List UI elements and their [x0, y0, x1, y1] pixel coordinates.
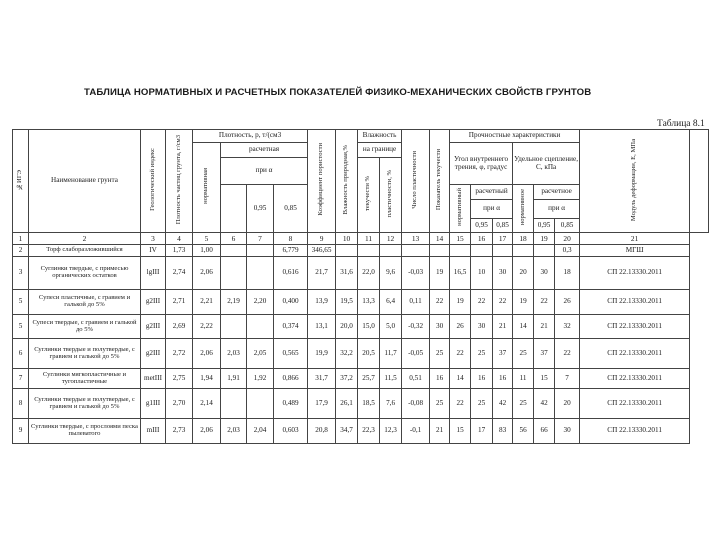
cell-c85: 66 [534, 419, 555, 444]
cell-name: Суглинки твердые и полутвердые, с гравием и галькой до 5% [29, 339, 141, 369]
page-title: ТАБЛИЦА НОРМАТИВНЫХ И РАСЧЕТНЫХ ПОКАЗАТЕЛЕЙ ФИЗИКО-МЕХАНИЧЕСКИХ СВОЙСТВ ГРУНТОВ [84, 87, 592, 98]
cell-ip: 7,6 [380, 389, 402, 419]
cell-ige: 5 [13, 315, 29, 339]
col-num: 8 [274, 233, 308, 245]
cell-phi95: 22 [450, 339, 471, 369]
cell-c85: 22 [534, 290, 555, 315]
cell-phi85: 16 [471, 369, 493, 389]
cell-c95: 11 [513, 369, 534, 389]
table-row [13, 369, 709, 389]
cell-r85 [247, 257, 274, 290]
col-num: 10 [336, 233, 358, 245]
col-num: 1 [13, 233, 29, 245]
cell-ip: 12,3 [380, 419, 402, 444]
hdr-density-at-a: при α [221, 158, 308, 185]
hdr-particle-density: Плотность частиц грунта, г/см3 [166, 130, 193, 233]
cell-modulus: 20 [555, 389, 580, 419]
cell-e: 0,603 [274, 419, 308, 444]
cell-cn [493, 245, 513, 257]
cell-c95: 25 [513, 389, 534, 419]
column-numbers-row [13, 233, 709, 245]
cell-phin: 16 [430, 369, 450, 389]
cell-c95: 25 [513, 339, 534, 369]
cell-index: g2III [141, 290, 166, 315]
cell-r85: 2,05 [247, 339, 274, 369]
col-num: 20 [555, 233, 580, 245]
cell-rn: 2,14 [193, 389, 221, 419]
cell-wl: 20,0 [336, 315, 358, 339]
hdr-fluidity: текучести % [358, 158, 380, 233]
cell-w: 31,7 [308, 369, 336, 389]
cell-wp: 20,5 [358, 339, 380, 369]
hdr-fluidity-index: Показатель текучести [430, 130, 450, 233]
cell-phi95: 26 [450, 315, 471, 339]
cell-c95: 14 [513, 315, 534, 339]
cell-ige: 9 [13, 419, 29, 444]
cell-name: Супеси пластичные, с гравием и галькой до 5% [29, 290, 141, 315]
cell-modulus: 30 [555, 419, 580, 444]
cell-phin: 22 [430, 290, 450, 315]
cell-r95: 1,91 [221, 369, 247, 389]
hdr-at-border: на границе [358, 143, 402, 158]
cell-ps: 2,71 [166, 290, 193, 315]
cell-rn: 2,22 [193, 315, 221, 339]
col-num: 4 [166, 233, 193, 245]
table-row [13, 315, 709, 339]
cell-c85: 37 [534, 339, 555, 369]
hdr-plasticity: пластичности, % [380, 158, 402, 233]
cell-ip: 9,6 [380, 257, 402, 290]
cell-modulus: 7 [555, 369, 580, 389]
cell-phi95 [450, 245, 471, 257]
col-num: 14 [430, 233, 450, 245]
col-num: 18 [513, 233, 534, 245]
cell-index: lgIII [141, 257, 166, 290]
cell-il: 0,11 [402, 290, 430, 315]
cell-norm: СП 22.13330.2011 [580, 290, 690, 315]
cell-ige: 5 [13, 290, 29, 315]
cell-r95 [221, 245, 247, 257]
cell-rn: 1,00 [193, 245, 221, 257]
hdr-p085: 0,85 [274, 185, 308, 233]
cell-c85: 21 [534, 315, 555, 339]
col-num: 13 [402, 233, 430, 245]
cell-r85 [247, 245, 274, 257]
cell-norm: СП 22.13330.2011 [580, 389, 690, 419]
hdr-p095: 0,95 [247, 185, 274, 233]
cell-cn: 22 [493, 290, 513, 315]
col-num: 9 [308, 233, 336, 245]
cell-r95 [221, 389, 247, 419]
cell-norm: СП 22.13330.2011 [580, 257, 690, 290]
cell-r95: 2,03 [221, 419, 247, 444]
cell-w: 13,1 [308, 315, 336, 339]
cell-norm: МГШ [580, 245, 690, 257]
cell-ps: 2,69 [166, 315, 193, 339]
cell-rn: 2,21 [193, 290, 221, 315]
cell-r95 [221, 315, 247, 339]
col-num: 6 [221, 233, 247, 245]
cell-ige: 2 [13, 245, 29, 257]
hdr-porosity: Коэффициент пористости [308, 130, 336, 233]
cell-ip [380, 245, 402, 257]
hdr-c-at-a: при α [534, 200, 580, 219]
hdr-density-normative: нормативная [193, 143, 221, 233]
cell-index: g2III [141, 339, 166, 369]
cell-phin: 25 [430, 389, 450, 419]
cell-wl [336, 245, 358, 257]
col-num: 16 [471, 233, 493, 245]
cell-ps: 2,72 [166, 339, 193, 369]
cell-e: 0,616 [274, 257, 308, 290]
col-num: 5 [193, 233, 221, 245]
hdr-density-group: Плотность, р, т/(см3 [193, 130, 308, 143]
col-num: 21 [580, 233, 690, 245]
cell-wl: 37,2 [336, 369, 358, 389]
cell-cn: 83 [493, 419, 513, 444]
hdr-natural-moisture: Влажность природная,% [336, 130, 358, 233]
cell-e: 0,489 [274, 389, 308, 419]
cell-il: -0,03 [402, 257, 430, 290]
cell-ip: 5,0 [380, 315, 402, 339]
hdr-phi-085: 0,85 [493, 219, 513, 233]
cell-wp: 15,0 [358, 315, 380, 339]
cell-c95: 20 [513, 257, 534, 290]
cell-phi85: 10 [471, 257, 493, 290]
cell-ige: 8 [13, 389, 29, 419]
cell-wl: 34,7 [336, 419, 358, 444]
cell-modulus: 26 [555, 290, 580, 315]
cell-rn: 1,94 [193, 369, 221, 389]
cell-r85 [247, 315, 274, 339]
cell-rn: 2,06 [193, 257, 221, 290]
cell-ps: 2,74 [166, 257, 193, 290]
cell-wp: 13,3 [358, 290, 380, 315]
cell-ps: 2,73 [166, 419, 193, 444]
cell-w: 19,9 [308, 339, 336, 369]
cell-cn: 16 [493, 369, 513, 389]
cell-c85: 15 [534, 369, 555, 389]
cell-e: 6,779 [274, 245, 308, 257]
cell-cn: 42 [493, 389, 513, 419]
table-row [13, 245, 709, 257]
cell-e: 0,400 [274, 290, 308, 315]
cell-phin: 30 [430, 315, 450, 339]
cell-phi85 [471, 245, 493, 257]
cell-c85: 42 [534, 389, 555, 419]
cell-phi95: 22 [450, 389, 471, 419]
cell-w: 17,9 [308, 389, 336, 419]
cell-ip: 11,5 [380, 369, 402, 389]
cell-ps: 2,70 [166, 389, 193, 419]
cell-rn: 2,06 [193, 419, 221, 444]
cell-phin: 19 [430, 257, 450, 290]
cell-cn: 30 [493, 257, 513, 290]
cell-index: IV [141, 245, 166, 257]
cell-c95 [513, 245, 534, 257]
cell-rn: 2,06 [193, 339, 221, 369]
table-row [13, 389, 709, 419]
cell-phi85: 22 [471, 290, 493, 315]
cell-phi85: 30 [471, 315, 493, 339]
cell-r85: 2,20 [247, 290, 274, 315]
col-num: 3 [141, 233, 166, 245]
hdr-density-calculated: расчетная [221, 143, 308, 158]
cell-cn: 37 [493, 339, 513, 369]
cell-ps: 2,75 [166, 369, 193, 389]
cell-wl: 32,2 [336, 339, 358, 369]
col-num: 11 [358, 233, 380, 245]
hdr-c-095: 0,95 [534, 219, 555, 233]
hdr-ige: №ИГЭ [13, 130, 29, 233]
cell-name: Суглинки мягкопластичные и тугопластичные [29, 369, 141, 389]
cell-il: -0,08 [402, 389, 430, 419]
cell-wp: 25,7 [358, 369, 380, 389]
cell-name: Суглинки твердые и полутвердые, с гравием и галькой до 5% [29, 389, 141, 419]
cell-ige: 3 [13, 257, 29, 290]
hdr-name: Наименование грунта [29, 130, 141, 233]
cell-il: -0,1 [402, 419, 430, 444]
table-row [13, 339, 709, 369]
cell-r85: 1,92 [247, 369, 274, 389]
cell-phi95: 19 [450, 290, 471, 315]
cell-wl: 19,5 [336, 290, 358, 315]
cell-phin [430, 245, 450, 257]
cell-modulus: 22 [555, 339, 580, 369]
table-number: Таблица 8.1 [657, 119, 705, 129]
col-num: 19 [534, 233, 555, 245]
col-num: 17 [493, 233, 513, 245]
cell-e: 0,565 [274, 339, 308, 369]
cell-modulus: 32 [555, 315, 580, 339]
cell-ige: 6 [13, 339, 29, 369]
cell-norm: СП 22.13330.2011 [580, 419, 690, 444]
cell-phin: 25 [430, 339, 450, 369]
hdr-geo-index: Геологический индекс [141, 130, 166, 233]
cell-ip: 6,4 [380, 290, 402, 315]
hdr-phi-095: 0,95 [471, 219, 493, 233]
cell-r85: 2,04 [247, 419, 274, 444]
cell-index: mIII [141, 419, 166, 444]
cell-norm: СП 22.13330.2011 [580, 339, 690, 369]
cell-name: Супеси твердые, с гравием и галькой до 5% [29, 315, 141, 339]
cell-ige: 7 [13, 369, 29, 389]
cell-index: g2III [141, 315, 166, 339]
cell-il: -0,32 [402, 315, 430, 339]
hdr-cohesion-group: Удельное сцепление, С, кПа [513, 143, 580, 185]
table-row [13, 257, 709, 290]
cell-wp: 22,0 [358, 257, 380, 290]
hdr-phi-calculated: расчетный [471, 185, 513, 200]
cell-il: 0,51 [402, 369, 430, 389]
col-num: 15 [450, 233, 471, 245]
hdr-blank [690, 130, 709, 233]
hdr-phi-at-a: при α [471, 200, 513, 219]
cell-phi85: 25 [471, 339, 493, 369]
hdr-phi-normative: нормативный [450, 185, 471, 233]
cell-c95: 19 [513, 290, 534, 315]
cell-name: Торф слаборазложившийся [29, 245, 141, 257]
cell-il [402, 245, 430, 257]
cell-r95: 2,19 [221, 290, 247, 315]
table-row [13, 290, 709, 315]
cell-c85 [534, 245, 555, 257]
cell-phi95: 15 [450, 419, 471, 444]
cell-norm: СП 22.13330.2011 [580, 315, 690, 339]
hdr-c-calculated: расчетное [534, 185, 580, 200]
hdr-modulus: Модуль деформации, Е, МПа [580, 130, 690, 233]
cell-w: 13,9 [308, 290, 336, 315]
cell-modulus: 18 [555, 257, 580, 290]
hdr-moisture-group: Влажность [358, 130, 402, 143]
cell-ps: 1,73 [166, 245, 193, 257]
cell-c95: 56 [513, 419, 534, 444]
cell-w: 21,7 [308, 257, 336, 290]
cell-ip: 11,7 [380, 339, 402, 369]
col-num: 12 [380, 233, 402, 245]
cell-wp: 22,3 [358, 419, 380, 444]
cell-phi85: 17 [471, 419, 493, 444]
cell-phi85: 25 [471, 389, 493, 419]
cell-e: 0,866 [274, 369, 308, 389]
cell-wl: 26,1 [336, 389, 358, 419]
hdr-strength-group: Прочностные характеристики [450, 130, 580, 143]
cell-modulus: 0,3 [555, 245, 580, 257]
cell-il: -0,05 [402, 339, 430, 369]
cell-norm: СП 22.13330.2011 [580, 369, 690, 389]
cell-wl: 31,6 [336, 257, 358, 290]
cell-w: 20,8 [308, 419, 336, 444]
cell-index: mеtIII [141, 369, 166, 389]
cell-phin: 21 [430, 419, 450, 444]
cell-r95: 2,03 [221, 339, 247, 369]
cell-cn: 21 [493, 315, 513, 339]
hdr-angle-group: Угол внутреннего трения, φ, градус [450, 143, 513, 185]
col-num: 7 [247, 233, 274, 245]
cell-name: Суглинки твердые, с прослоями песка пылеватого [29, 419, 141, 444]
cell-r95 [221, 257, 247, 290]
cell-name: Суглинки твердые, с примесью органических остатков [29, 257, 141, 290]
hdr-blank-6 [221, 185, 247, 233]
properties-table [12, 129, 709, 444]
cell-w: 346,65 [308, 245, 336, 257]
hdr-plasticity-number: Число пластичности [402, 130, 430, 233]
cell-index: g1III [141, 389, 166, 419]
cell-e: 0,374 [274, 315, 308, 339]
cell-wp: 18,5 [358, 389, 380, 419]
cell-phi95: 14 [450, 369, 471, 389]
cell-r85 [247, 389, 274, 419]
hdr-c-085: 0,85 [555, 219, 580, 233]
cell-wp [358, 245, 380, 257]
col-num: 2 [29, 233, 141, 245]
cell-phi95: 16,5 [450, 257, 471, 290]
cell-c85: 30 [534, 257, 555, 290]
hdr-c-normative: нормативное [513, 185, 534, 233]
table-row [13, 419, 709, 444]
